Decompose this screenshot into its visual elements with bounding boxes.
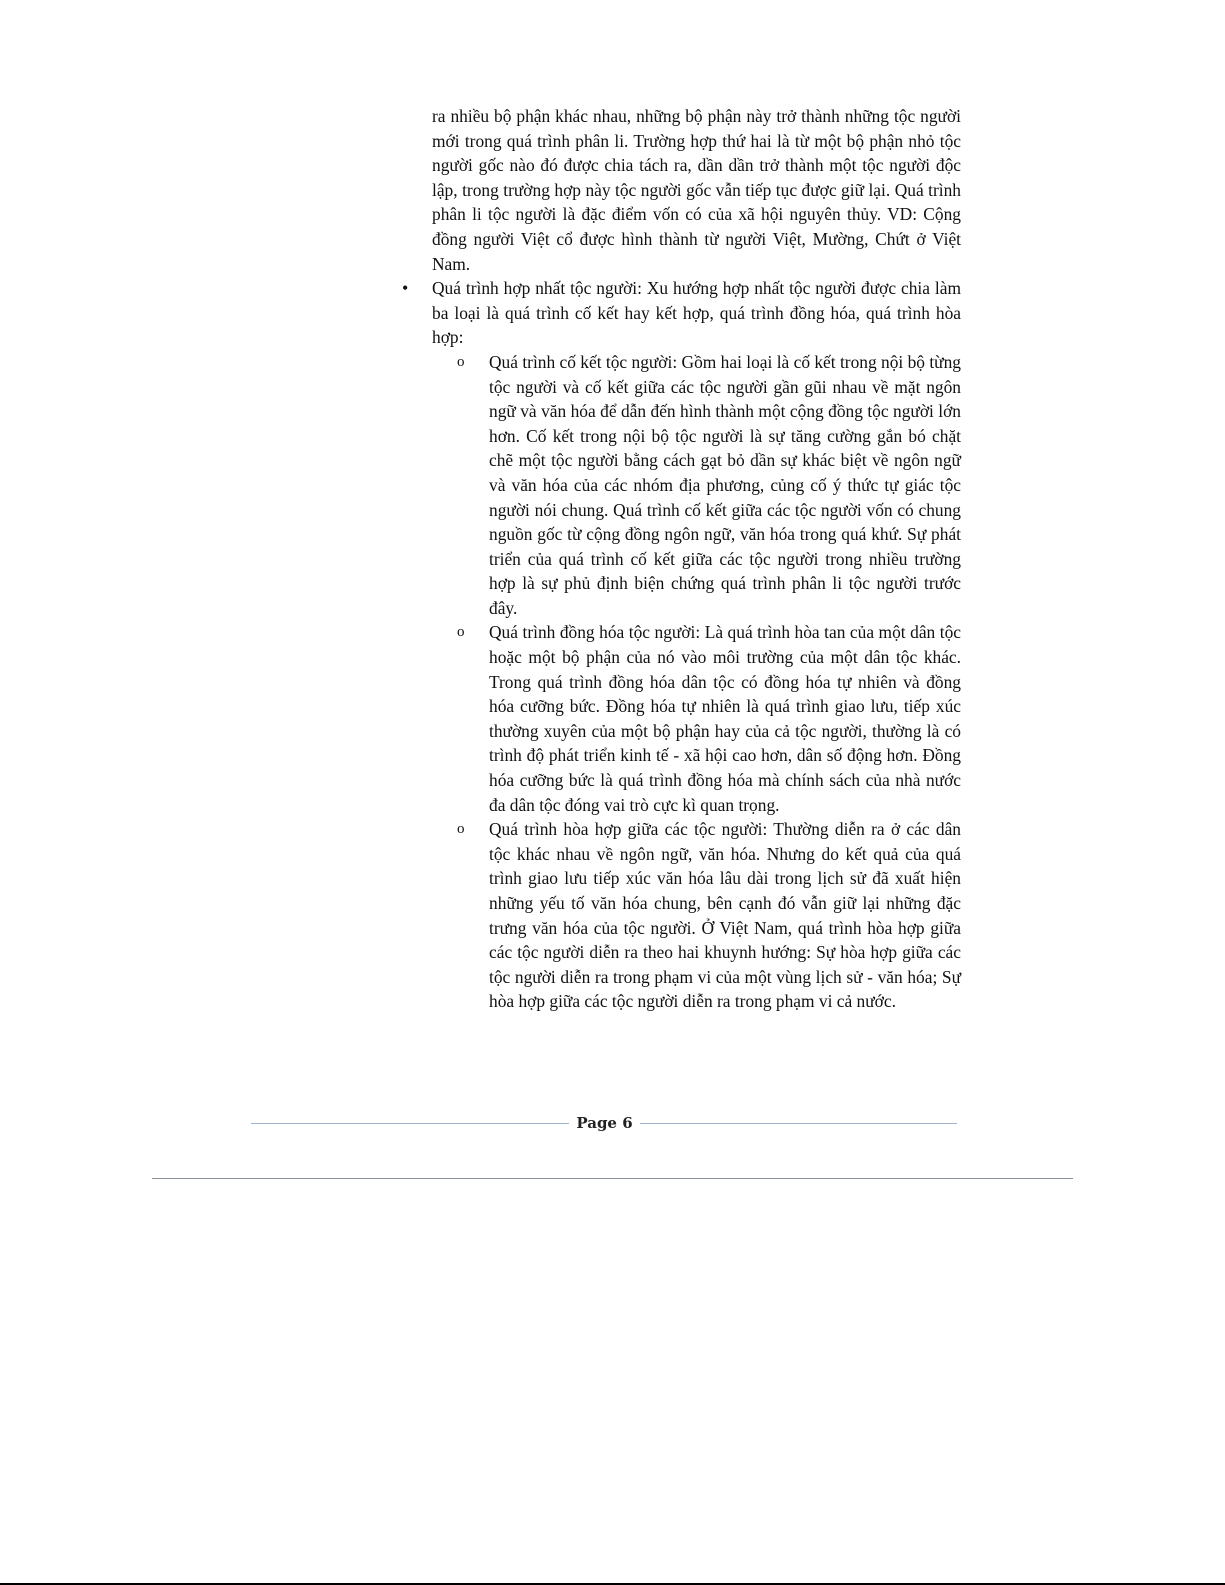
page-number: Page 6	[576, 1114, 633, 1132]
sub-bullet-marker: o	[457, 353, 465, 370]
sub-item-text: Quá trình cố kết tộc người: Gồm hai loại là cố kết trong nội bộ từng tộc người và cố kết giữa các tộc người gần gũi nhau về mặt ngôn ngữ và văn hóa để dẫn đến hình thành một cộng đồng tộc người lớn hơn. Cố kết trong nội bộ tộc người là sự tăng cường gắn bó chặt chẽ một tộc người bằng cách gạt bỏ dần sự khác biệt về ngôn ngữ và văn hóa của các nhóm địa phương, củng cố ý thức tự giác tộc người nói chung. Quá trình cố kết giữa các tộc người vốn có chung nguồn gốc từ cộng đồng ngôn ngữ, văn hóa trong quá khứ. Sự phát triển của quá trình cố kết giữa các tộc người trong nhiều trường hợp là sự phủ định biện chứng quá trình phân li tộc người trước đây.	[489, 351, 961, 618]
bullet-marker: •	[402, 278, 409, 299]
bullet-item-merging	[402, 276, 961, 350]
page-content	[0, 104, 1225, 1014]
continuation-paragraph: ra nhiều bộ phận khác nhau, những bộ phận này trở thành những tộc người mới trong quá trình phân li. Trường hợp thứ hai là từ một bộ phận nhỏ tộc người gốc nào đó được chia tách ra, dần dần trở thành một tộc người độc lập, trong trường hợp này tộc người gốc vẫn tiếp tục được giữ lại. Quá trình phân li tộc người là đặc điểm vốn có của xã hội nguyên thủy. VD: Cộng đồng người Việt cổ được hình thành từ người Việt, Mường, Chứt ở Việt Nam.	[432, 106, 961, 274]
sub-item-text: Quá trình đồng hóa tộc người: Là quá trình hòa tan của một dân tộc hoặc một bộ phận của nó vào môi trường của một dân tộc khác. Trong quá trình đồng hóa dân tộc có đồng hóa tự nhiên và đồng hóa cưỡng bức. Đồng hóa tự nhiên là quá trình giao lưu, tiếp xúc thường xuyên của một bộ phận hay của cả tộc người, thường là có trình độ phát triển kinh tế - xã hội cao hơn, dân số động hơn. Đồng hóa cưỡng bức là quá trình đồng hóa mà chính sách của nhà nước đa dân tộc đóng vai trò cực kì quan trọng.	[489, 622, 961, 815]
sub-item-text: Quá trình hòa hợp giữa các tộc người: Thường diễn ra ở các dân tộc khác nhau về ngôn ngữ, văn hóa. Nhưng do kết quả của quá trình giao lưu tiếp xúc văn hóa lâu dài trong lịch sử đã xuất hiện những yếu tố văn hóa chung, bên cạnh đó vẫn giữ lại những đặc trưng văn hóa của tộc người. Ở Việt Nam, quá trình hòa hợp giữa các tộc người diễn ra theo hai khuynh hướng: Sự hòa hợp giữa các tộc người diễn ra trong phạm vi của một vùng lịch sử - văn hóa; Sự hòa hợp giữa các tộc người diễn ra trong phạm vi cả nước.	[489, 819, 961, 1012]
bullet-item-text: Quá trình hợp nhất tộc người: Xu hướng hợp nhất tộc người được chia làm ba loại là quá trình cố kết hay kết hợp, quá trình đồng hóa, quá trình hòa hợp:	[432, 278, 961, 348]
sub-item-cohesion	[457, 350, 961, 621]
page-footer	[251, 1110, 957, 1136]
footer-rule-left	[251, 1123, 569, 1124]
footer-rule-right	[640, 1123, 957, 1124]
sub-item-harmony	[457, 817, 961, 1014]
sub-bullet-marker: o	[457, 821, 465, 838]
sub-bullet-marker: o	[457, 624, 465, 641]
sub-item-assimilation	[457, 620, 961, 817]
page-bottom-divider	[152, 1178, 1073, 1179]
